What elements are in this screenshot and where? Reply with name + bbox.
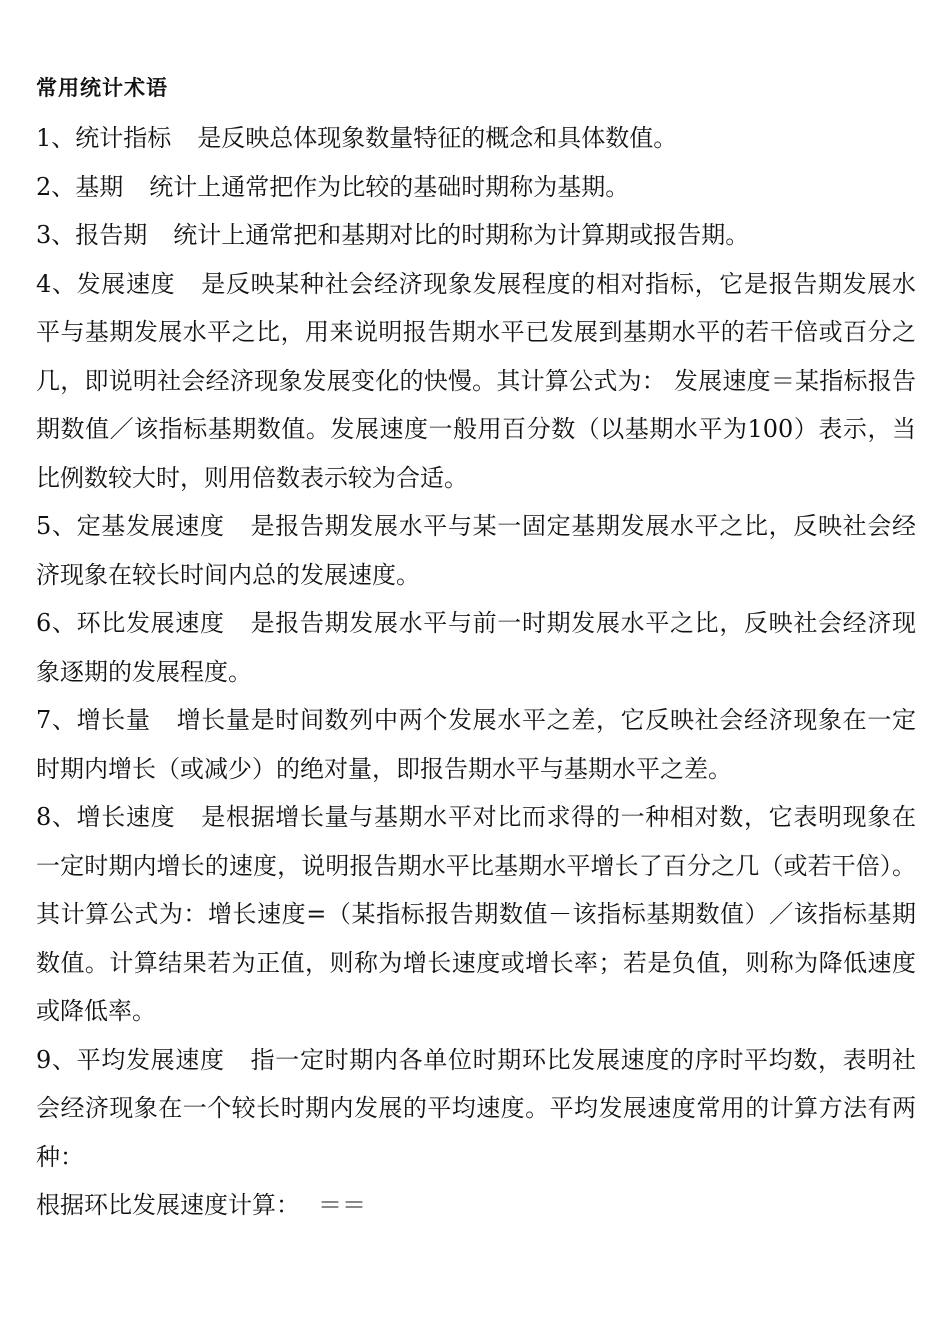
document-title: 常用统计术语 (36, 75, 168, 100)
entry-term: 9、平均发展速度 (36, 1045, 225, 1074)
entry-definition: 增长量是时间数列中两个发展水平之差，它反映社会经济现象在一定时期内增长（或减少）的绝对量，即报告期水平与基期水平之差。 (36, 706, 917, 783)
entry-definition: 是反映某种社会经济现象发展程度的相对指标，它是报告期发展水平与基期发展水平之比，用来说明报告期水平已发展到基期水平的若干倍或百分之几，即说明社会经济现象发展变化的快慢。其计算公式为： 发展速度＝某指标报告期数值／该指标基期数值。发展速度一般用百分数（以基期水平为100）表示，当比例数较大时，则用倍数表示较为合适。 (36, 269, 916, 492)
entry-development-speed (36, 260, 916, 503)
formula-equals: ＝＝ (318, 1191, 366, 1219)
entry-definition: 是报告期发展水平与前一时期发展水平之比，反映社会经济现象逐期的发展程度。 (36, 609, 916, 686)
entry-base-period (36, 163, 916, 212)
entry-term: 3、报告期 (36, 221, 148, 249)
entry-statistical-indicator (36, 114, 916, 163)
document-page (36, 70, 916, 1230)
entry-term: 2、基期 (36, 172, 124, 201)
entry-term: 7、增长量 (36, 706, 151, 734)
entry-chain-speed (36, 599, 916, 696)
entry-definition: 是根据增长量与基期水平对比而求得的一种相对数，它表明现象在一定时期内增长的速度，说明报告期水平比基期水平增长了百分之几（或若干倍）。其计算公式为：增长速度=（某指标报告期数值－该指标基期数值）／该指标基期数值。计算结果若为正值，则称为增长速度或增长率；若是负值，则称为降低速度或降低率。 (36, 803, 916, 1025)
entry-average-speed (36, 1036, 916, 1182)
entry-definition: 统计上通常把和基期对比的时期称为计算期或报告期。 (173, 221, 750, 249)
entry-report-period (36, 211, 916, 260)
entry-fixed-base-speed (36, 502, 916, 599)
entry-definition: 是报告期发展水平与某一固定基期发展水平之比，反映社会经济现象在较长时间内总的发展速度。 (36, 512, 916, 589)
entry-growth-rate (36, 793, 916, 1036)
entry-term: 4、发展速度 (36, 269, 176, 298)
entry-term: 5、定基发展速度 (36, 512, 225, 540)
formula-label: 根据环比发展速度计算： (36, 1191, 300, 1219)
entry-growth-amount (36, 696, 916, 793)
entry-definition: 统计上通常把作为比较的基础时期称为基期。 (149, 172, 630, 201)
entry-definition: 指一定时期内各单位时期环比发展速度的序时平均数，表明社会经济现象在一个较长时期内发展的平均速度。平均发展速度常用的计算方法有两种： (36, 1045, 916, 1171)
formula-line (36, 1181, 916, 1230)
entry-definition: 是反映总体现象数量特征的概念和具体数值。 (197, 124, 678, 152)
entry-term: 1、统计指标 (36, 124, 172, 152)
entry-term: 6、环比发展速度 (36, 609, 225, 637)
entry-term: 8、增长速度 (36, 803, 176, 831)
